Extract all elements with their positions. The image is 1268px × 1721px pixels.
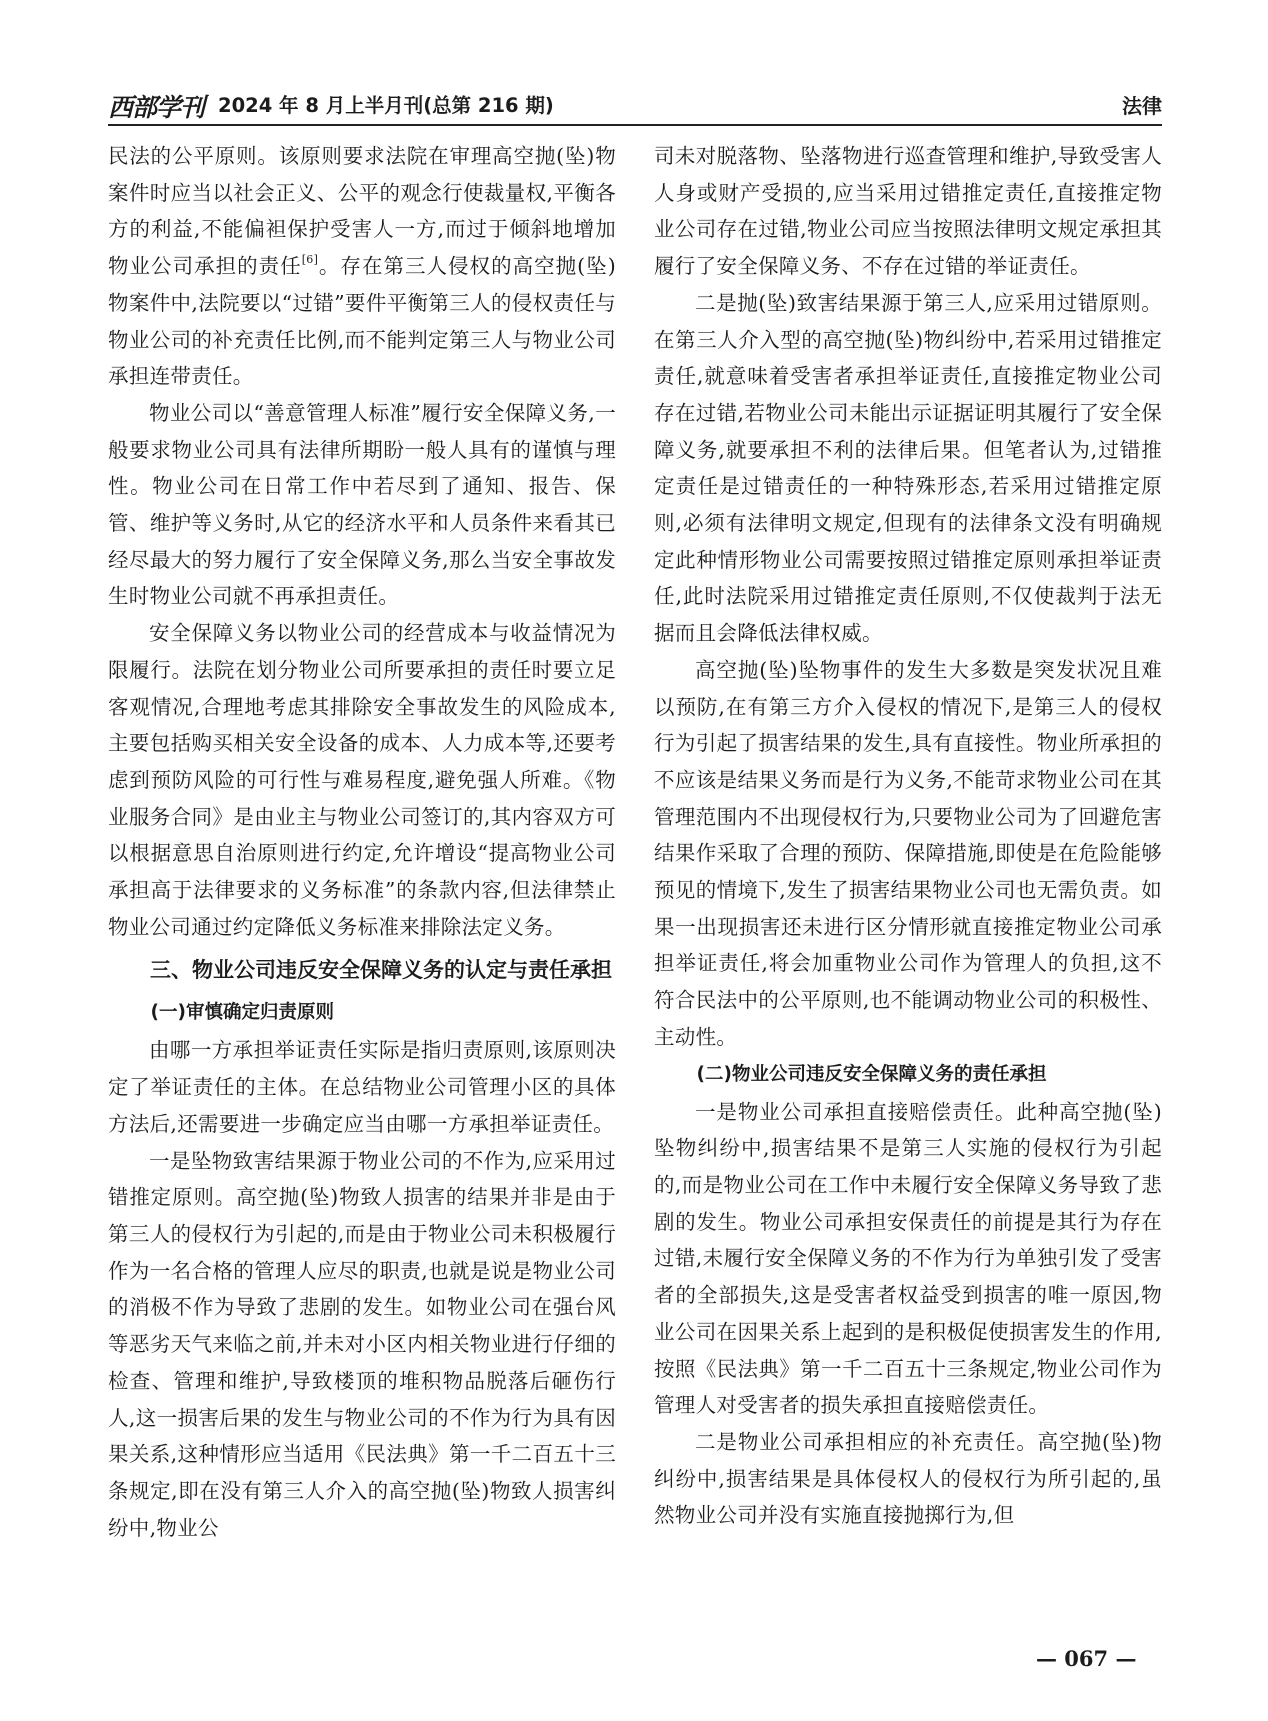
section-heading: 三、物业公司违反安全保障义务的认定与责任承担 (150, 958, 612, 983)
right-column (654, 138, 1162, 1534)
paragraph: 二是抛(坠)致害结果源于第三人,应采用过错原则。在第三人介入型的高空抛(坠)物纠纷中,若采用过错推定责任,就意味着受害者承担举证责任,直接推定物业公司存在过错,若物业公司未能出示证据证明其履行了安全保障义务,就要承担不利的法律后果。但笔者认为,过错推定责任是过错责任的一种特殊形态,若采用过错推定原则,必须有法律明文规定,但现有的法律条文没有明确规定此种情形物业公司需要按照过错推定原则承担举证责任,此时法院采用过错推定责任原则,不仅使裁判于法无据而且会降低法律权威。 (654, 290, 1162, 646)
paragraph: 一是坠物致害结果源于物业公司的不作为,应采用过错推定原则。高空抛(坠)物致人损害的结果并非是由于第三人的侵权行为引起的,而是由于物业公司未积极履行作为一名合格的管理人应尽的职责,也就是说是物业公司的消极不作为导致了悲剧的发生。如物业公司在强台风等恶劣天气来临之前,并未对小区内相关物业进行仔细的检查、管理和维护,导致楼顶的堆积物品脱落后砸伤行人,这一损害后果的发生与物业公司的不作为行为具有因果关系,这种情形应当适用《民法典》第一千二百五十三条规定,即在没有第三人介入的高空抛(坠)物致人损害纠纷中,物业公 (108, 1148, 616, 1540)
subsection-heading: (二)物业公司违反安全保障义务的责任承担 (696, 1063, 1047, 1085)
paragraph: 由哪一方承担举证责任实际是指归责原则,该原则决定了举证责任的主体。在总结物业公司管理小区的具体方法后,还需要进一步确定应当由哪一方承担举证责任。 (108, 1038, 616, 1136)
citation-reference: [6] (301, 253, 319, 267)
issue-info: 2024 年 8 月上半月刊(总第 216 期) (218, 94, 554, 117)
paragraph-text: 民法的公平原则。该原则要求法院在审理高空抛(坠)物案件时应当以社会正义、公平的观念行使裁量权,平衡各方的利益,不能偏袒保护受害人一方,而过于倾斜地增加物业公司承担的责任 (108, 144, 616, 279)
paragraph-text: 。存在第三人侵权的高空抛(坠)物案件中,法院要以“过错”要件平衡第三人的侵权责任与物业公司的补充责任比例,而不能判定第三人与物业公司承担连带责任。 (108, 254, 617, 389)
paragraph: 物业公司以“善意管理人标准”履行安全保障义务,一般要求物业公司具有法律所期盼一般人具有的谨慎与理性。物业公司在日常工作中若尽到了通知、报告、保管、维护等义务时,从它的经济水平和人员条件来看其已经尽最大的努力履行了安全保障义务,那么当安全事故发生时物业公司就不再承担责任。 (108, 400, 616, 609)
paragraph: 二是物业公司承担相应的补充责任。高空抛(坠)物纠纷中,损害结果是具体侵权人的侵权行为所引起的,虽然物业公司并没有实施直接抛掷行为,但 (654, 1429, 1162, 1528)
paragraph: 高空抛(坠)坠物事件的发生大多数是突发状况且难以预防,在有第三方介入侵权的情况下,是第三人的侵权行为引起了损害结果的发生,具有直接性。物业所承担的不应该是结果义务而是行为义务,不能苛求物业公司在其管理范围内不出现侵权行为,只要物业公司为了回避危害结果作采取了合理的预防、保障措施,即使是在危险能够预见的情境下,发生了损害结果物业公司也无需负责。如果一出现损害还未进行区分情形就直接推定物业公司承担举证责任,将会加重物业公司作为管理人的负担,这不符合民法中的公平原则,也不能调动物业公司的积极性、主动性。 (654, 657, 1162, 1049)
journal-logo: 西部学刊 (108, 93, 205, 122)
subsection-heading: (一)审慎确定归责原则 (150, 1002, 334, 1024)
paragraph (108, 138, 616, 395)
left-column (108, 138, 616, 1546)
paragraph: 一是物业公司承担直接赔偿责任。此种高空抛(坠)坠物纠纷中,损害结果不是第三人实施的侵权行为引起的,而是物业公司在工作中未履行安全保障义务导致了悲剧的发生。物业公司承担安保责任的前提是其行为存在过错,未履行安全保障义务的不作为行为单独引发了受害者的全部损失,这是受害者权益受到损害的唯一原因,物业公司在因果关系上起到的是积极促使损害发生的作用,按照《民法典》第一千二百五十三条规定,物业公司作为管理人对受害者的损失承担直接赔偿责任。 (654, 1099, 1162, 1418)
paragraph: 安全保障义务以物业公司的经营成本与收益情况为限履行。法院在划分物业公司所要承担的责任时要立足客观情况,合理地考虑其排除安全事故发生的风险成本,主要包括购买相关安全设备的成本、人力成本等,还要考虑到预防风险的可行性与难易程度,避免强人所难。《物业服务合同》是由业主与物业公司签订的,其内容双方可以根据意思自治原则进行约定,允许增设“提高物业公司承担高于法律要求的义务标准”的条款内容,但法律禁止物业公司通过约定降低义务标准来排除法定义务。 (108, 621, 616, 939)
page-header (108, 84, 1162, 126)
section-title: 法律 (1122, 94, 1162, 118)
page-number: — 067 — (1036, 1646, 1137, 1671)
paragraph: 司未对脱落物、坠落物进行巡查管理和维护,导致受害人人身或财产受损的,应当采用过错推定责任,直接推定物业公司存在过错,物业公司应当按照法律明文规定承担其履行了安全保障义务、不存在过错的举证责任。 (654, 144, 1162, 279)
